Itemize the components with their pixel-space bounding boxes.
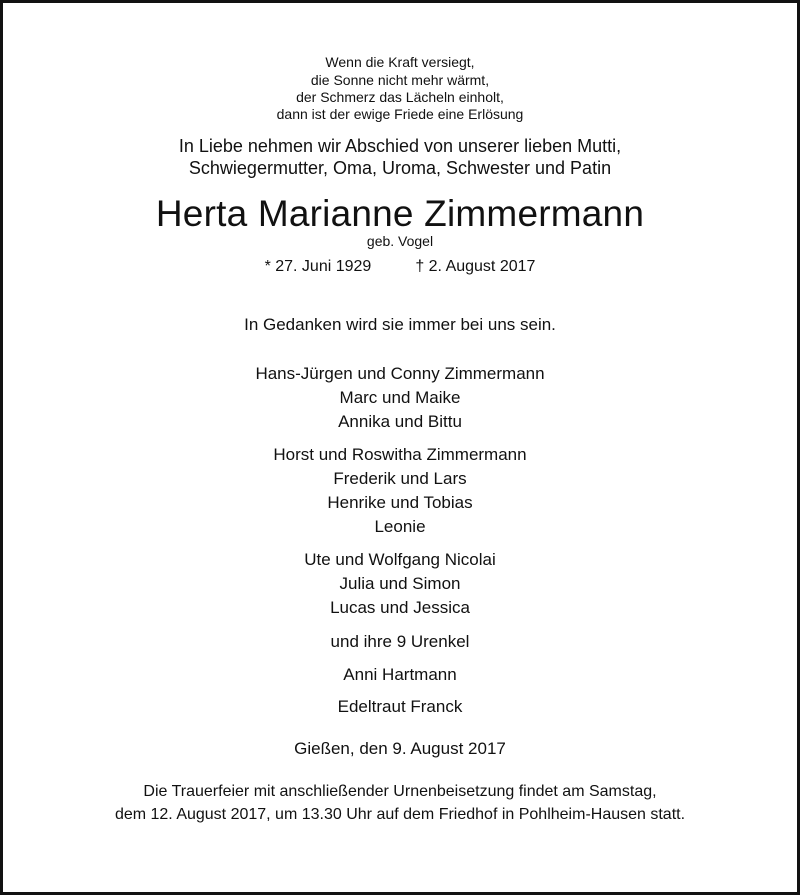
- mourner-line: Horst und Roswitha Zimmermann: [273, 445, 527, 464]
- mourner-line: Lucas und Jessica: [330, 598, 470, 617]
- intro-line: Schwiegermutter, Oma, Uroma, Schwester und Patin: [188, 158, 612, 178]
- poem-line: dann ist der ewige Friede eine Erlösung: [276, 106, 524, 122]
- mourner-line: Frederik und Lars: [333, 469, 467, 488]
- birth-date: * 27. Juni 1929: [264, 258, 372, 275]
- mourner-line: Ute und Wolfgang Nicolai: [304, 550, 496, 569]
- ceremony-line: Die Trauerfeier mit anschließender Urnenbeisetzung findet am Samstag,: [143, 783, 657, 800]
- poem-line: der Schmerz das Lächeln einholt,: [296, 89, 504, 105]
- mourner-line: Annika und Bittu: [338, 412, 462, 431]
- poem-line: Wenn die Kraft versiegt,: [325, 54, 475, 70]
- remembrance-line: In Gedanken wird sie immer bei uns sein.: [244, 315, 556, 334]
- maiden-name: geb. Vogel: [366, 233, 434, 249]
- life-dates: [3, 259, 797, 275]
- mourner-line: Leonie: [374, 517, 426, 536]
- mourner-line: Hans-Jürgen und Conny Zimmermann: [255, 364, 545, 383]
- mourner-line: Anni Hartmann: [343, 665, 457, 684]
- deceased-name: Herta Marianne Zimmermann: [155, 193, 645, 234]
- mourner-line: und ihre 9 Urenkel: [330, 632, 470, 651]
- mourner-line: Edeltraut Franck: [337, 697, 463, 716]
- place-date: Gießen, den 9. August 2017: [294, 739, 506, 758]
- death-date: † 2. August 2017: [415, 258, 536, 275]
- intro-line: In Liebe nehmen wir Abschied von unserer lieben Mutti,: [178, 136, 622, 156]
- mourner-line: Marc und Maike: [339, 388, 461, 407]
- mourner-line: Julia und Simon: [339, 574, 461, 593]
- poem-line: die Sonne nicht mehr wärmt,: [310, 72, 490, 88]
- ceremony-line: dem 12. August 2017, um 13.30 Uhr auf dem Friedhof in Pohlheim-Hausen statt.: [114, 806, 686, 823]
- mourner-line: Henrike und Tobias: [327, 493, 473, 512]
